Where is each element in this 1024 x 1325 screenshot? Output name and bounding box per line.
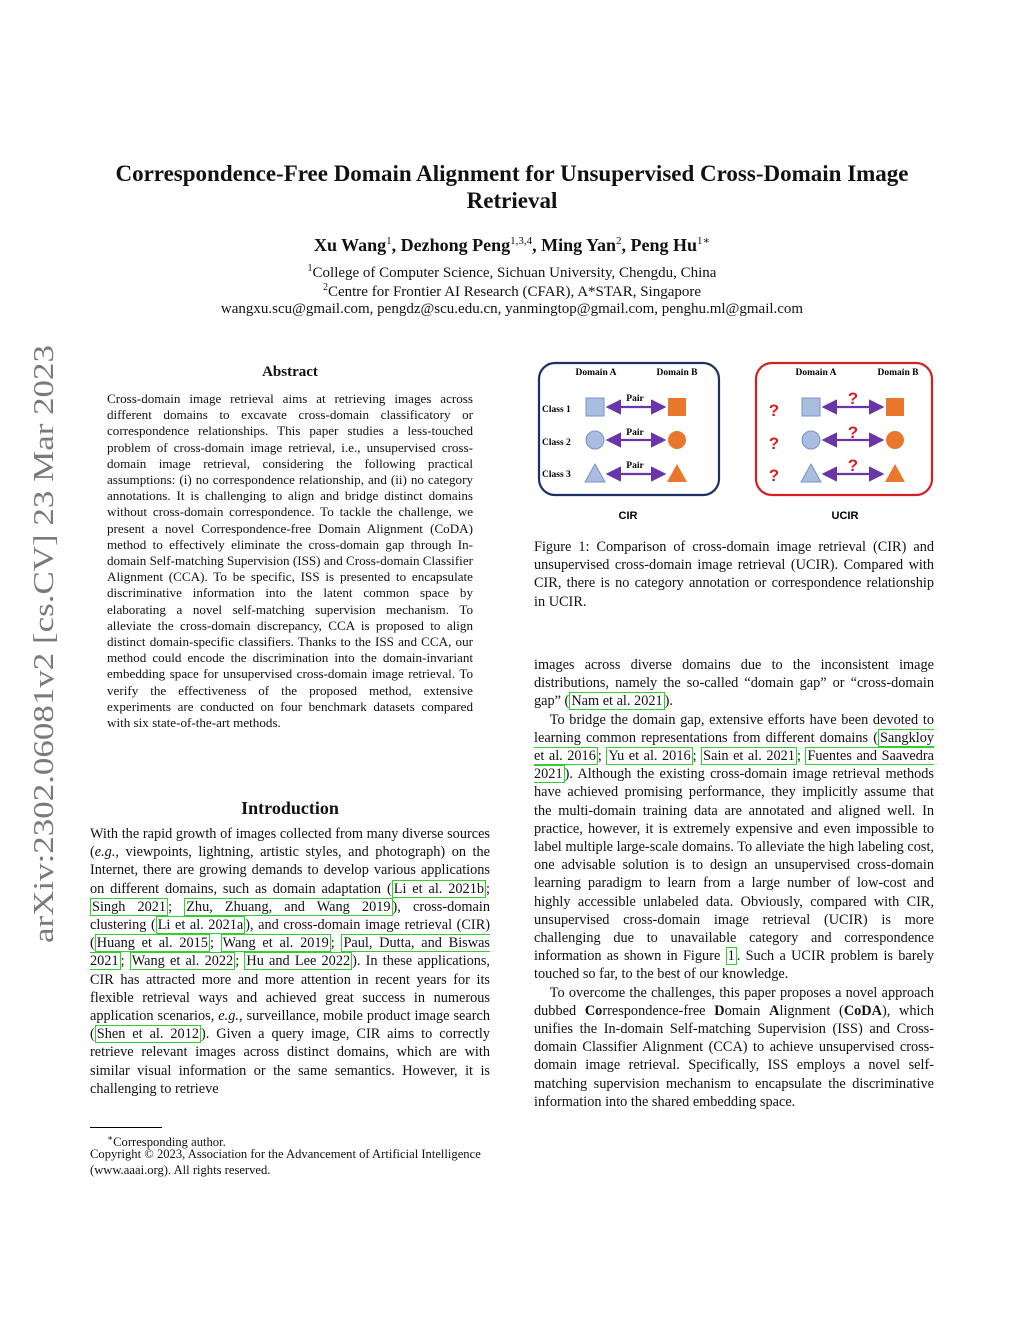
question-mark-icon: ? <box>768 401 780 420</box>
cir-class-3-label: Class 3 <box>542 470 571 480</box>
blue-circle-icon <box>586 431 604 449</box>
paper-title <box>80 160 944 214</box>
question-mark-icon: ? <box>768 434 780 453</box>
author-name: Ming Yan <box>541 235 617 255</box>
figure-reference-link[interactable]: 1 <box>727 948 735 965</box>
abstract-body: Cross-domain image retrieval aims at retrieving images across different domains to excavate cross-domain classificatory or correspondence relationships. This paper studies a less-touched problem of cross-domain image retrieval, i.e., unsupervised cross-domain image retrieval, considering the following practical assumptions: (i) no correspondence relationship, and (ii) no category annotations. It is challenging to align and bridge distinct domains without cross-domain correspondence. To tackle the challenge, we present a novel Correspondence-free Domain Alignment (CoDA) method to effectively eliminate the cross-domain gap through In-domain Self-matching Supervision (ISS) and Cross-domain Classifier Alignment (CCA). To be specific, ISS is presented to encapsulate discriminative information into the latent common space by elaborating a novel self-matching supervision mechanism. To alleviate the cross-domain discrepancy, CCA is proposed to align distinct domain-specific classifiers. Thanks to the ISS and CCA, our method could encode the discrimination into the domain-invariant embedding space for unsupervised cross-domain image retrieval. To verify the effectiveness of the proposed method, extensive experiments are conducted on four benchmark datasets compared with six state-of-the-art methods. <box>107 391 473 731</box>
blue-square-icon <box>802 398 820 416</box>
pair-label: Pair <box>626 394 644 404</box>
author-emails: wangxu.scu@gmail.com, pengdz@scu.edu.cn, yanmingtop@gmail.com, penghu.ml@gmail.com <box>220 301 804 317</box>
cir-domain-b-label: Domain B <box>656 368 698 378</box>
body-paragraph: To bridge the domain gap, extensive efforts have been devoted to learning common representations from different domains ( Sangkloy et al. 2016 ; Yu et al. 2016 ; Sain et al. 2021 ; Fuentes and Saavedra 2021 ). Although the existing cross-domain image retrieval methods have achieved promising performance, they implicitly assume that the multi-domain training data are annotated and aligned well. In practice, however, it is extremely expensive and even impossible to label multiple large-scale domains. To alleviate the high labeling cost, one advisable solution is to design an unsupervised cross-domain learning paradigm to learn from a large number of low-cost and highly accessible unlabeled data. Obviously, compared with CIR, unsupervised cross-domain image retrieval (UCIR) is more challenging due to unavailable category and correspondence information as shown in Figure 1 . Such a UCIR problem is barely touched so far, to the best of our knowledge. <box>534 711 934 983</box>
pair-label: Pair <box>626 461 644 471</box>
affiliation <box>0 282 1024 301</box>
ucir-domain-b-label: Domain B <box>877 368 919 378</box>
right-column <box>534 656 934 1111</box>
abstract-heading: Abstract <box>262 364 318 380</box>
figure-1-caption: Figure 1: Comparison of cross-domain image retrieval (CIR) and unsupervised cross-domain image retrieval (UCIR). Compared with CIR, there is no category annotation or correspondence relationship in UCIR. <box>534 539 934 610</box>
author-affil-sup: 1 <box>386 235 392 247</box>
footnote-corresponding: ∗Corresponding author. <box>107 1133 226 1150</box>
orange-square-icon <box>668 398 686 416</box>
figure-1 <box>534 358 934 528</box>
cir-class-1-label: Class 1 <box>542 405 571 415</box>
pair-label: Pair <box>626 428 644 438</box>
arxiv-stamp-text: arXiv:2302.06081v2 [cs.CV] 23 Mar 2023 <box>28 446 60 943</box>
orange-circle-icon <box>886 431 904 449</box>
citation-link[interactable]: Sain et al. 2021 <box>703 748 795 765</box>
affiliation-text: College of Computer Science, Sichuan University, Chengdu, China <box>312 265 717 281</box>
author-affil-sup: 2 <box>616 235 622 247</box>
citation-link[interactable]: Sangkloy et al. 2016 <box>534 729 934 765</box>
citation-link[interactable]: Huang et al. 2015 <box>96 935 208 952</box>
citation-link[interactable]: Hu and Lee 2022 <box>246 953 351 970</box>
author-affil-sup: 1,3,4 <box>510 235 533 247</box>
cir-class-2-label: Class 2 <box>542 438 571 448</box>
ucir-domain-a-label: Domain A <box>795 368 837 378</box>
author-name: Xu Wang <box>313 235 387 255</box>
citation-link[interactable]: Shen et al. 2012 <box>96 1026 199 1043</box>
orange-circle-icon <box>668 431 686 449</box>
footnote-rule <box>90 1127 162 1128</box>
question-mark-icon: ? <box>847 423 859 442</box>
citation-link[interactable]: Zhu, Zhuang, and Wang 2019 <box>186 898 391 915</box>
ucir-label: UCIR <box>831 510 859 522</box>
affiliation-sup: 2 <box>322 282 328 293</box>
intro-heading: Introduction <box>241 798 339 818</box>
cir-domain-a-label: Domain A <box>575 368 617 378</box>
author-separator: , <box>391 235 401 255</box>
citation-link[interactable]: Fuentes and Saavedra 2021 <box>534 748 934 783</box>
affiliation-text: Centre for Frontier AI Research (CFAR), A*STAR, Singapore <box>327 284 702 300</box>
figure-1-graphic <box>534 358 934 528</box>
author-separator: , <box>532 235 542 255</box>
ucir-panel <box>756 363 932 495</box>
author-name: Peng Hu <box>630 235 698 255</box>
orange-square-icon <box>886 398 904 416</box>
citation-link[interactable]: Singh 2021 <box>92 898 167 915</box>
body-paragraph: To overcome the challenges, this paper proposes a novel approach dubbed Correspondence-free Domain Alignment (CoDA), which unifies the In-domain Self-matching Supervision (ISS) and Cross-domain Classifier Alignment (CCA) to achieve unsupervised cross-domain image retrieval. Specifically, ISS employs a novel self-matching supervision mechanism to encapsulate the discriminative information into the shared embedding space. <box>534 984 934 1110</box>
body-paragraph: images across diverse domains due to the inconsistent image distributions, namely the so-called “domain gap” or “cross-domain gap” ( Nam et al. 2021 ). <box>534 657 934 710</box>
question-mark-icon: ? <box>768 466 780 485</box>
arxiv-stamp <box>22 345 62 945</box>
affiliation-sup: 1 <box>307 263 313 274</box>
citation-link[interactable]: Li et al. 2021b <box>393 880 485 897</box>
citation-link[interactable]: Wang et al. 2019 <box>222 935 329 952</box>
citation-link[interactable]: Nam et al. 2021 <box>571 693 663 710</box>
title-line-1: Correspondence-Free Domain Alignment for Unsupervised Cross-Domain Image <box>115 161 909 186</box>
citation-link[interactable]: Wang et al. 2022 <box>131 953 234 970</box>
intro-paragraph: With the rapid growth of images collected from many diverse sources (e.g., viewpoints, lightning, artistic styles, and photograph) on the Internet, there are growing demands to develop various applications on different domains, such as domain adaptation ( Li et al. 2021b ; Singh 2021 ; Zhu, Zhuang, and Wang 2019 ), cross-domain clustering ( Li et al. 2021a ), and cross-domain image retrieval (CIR) ( Huang et al. 2015 ; Wang et al. 2019 ; Paul, Dutta, and Biswas 2021 ; Wang et al. 2022 ; Hu and Lee 2022 ). In these applications, CIR has attracted more and more attention in recent years for its flexible retrieval ways and achieved great success in numerous application scenarios, e.g., surveillance, mobile product image search ( Shen et al. 2012 ). Given a query image, CIR aims to correctly retrieve relevant images across distinct domains, which are with similar visual information or the same semantics. However, it is challenging to retrieve <box>90 826 491 1097</box>
citation-link[interactable]: Li et al. 2021a <box>157 917 244 934</box>
author-affil-sup: 1∗ <box>697 235 711 247</box>
author-list <box>0 234 1024 256</box>
copyright-notice: Copyright © 2023, Association for the Advancement of Artificial Intelligence (www.aaai.org). All rights reserved. <box>90 1147 481 1177</box>
author-name: Dezhong Peng <box>400 235 511 255</box>
citation-link[interactable]: Yu et al. 2016 <box>608 748 691 765</box>
title-line-2: Retrieval <box>466 188 558 213</box>
blue-circle-icon <box>802 431 820 449</box>
cir-label: CIR <box>618 510 638 522</box>
citation-link[interactable]: Paul, Dutta, and Biswas 2021 <box>90 935 490 970</box>
blue-square-icon <box>586 398 604 416</box>
question-mark-icon: ? <box>847 456 859 475</box>
affiliation <box>0 263 1024 282</box>
author-separator: , <box>621 235 631 255</box>
question-mark-icon: ? <box>847 389 859 408</box>
